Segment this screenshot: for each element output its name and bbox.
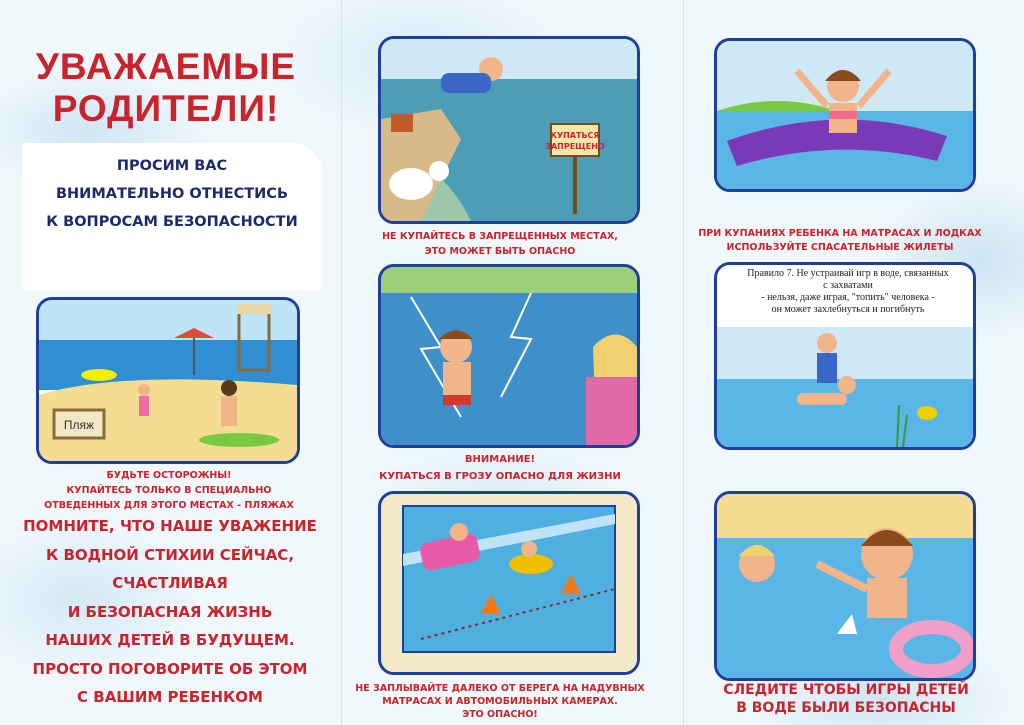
life-vest-illustration — [714, 38, 976, 192]
storm-caption — [360, 451, 640, 485]
title-line-1: УВАЖАЕМЫЕ — [35, 46, 297, 87]
caption-line: ЭТО ОПАСНО! — [462, 709, 538, 720]
safe-games-illustration — [714, 491, 976, 681]
remember-line: ПРОСТО ПОГОВОРИТЕ ОБ ЭТОМ — [32, 659, 308, 678]
far-caption — [340, 682, 660, 721]
storm-illustration — [378, 264, 640, 448]
subtitle-line: ВНИМАТЕЛЬНО ОТНЕСТИСЬ — [56, 186, 288, 202]
rule-7-text — [726, 268, 970, 316]
caption-line: КУПАТЬСЯ В ГРОЗУ ОПАСНО ДЛЯ ЖИЗНИ — [379, 471, 621, 482]
beach-caption — [40, 468, 298, 513]
page-title — [22, 46, 310, 130]
vests-caption — [690, 227, 990, 255]
rule-line: он может захлебнуться и погибнуть — [771, 304, 925, 315]
subtitle-line: К ВОПРОСАМ БЕЗОПАСНОСТИ — [46, 214, 298, 230]
caption-line: ОТВЕДЕННЫХ ДЛЯ ЭТОГО МЕСТАХ - ПЛЯЖАХ — [44, 500, 294, 511]
rule-line: с захватами — [823, 280, 873, 291]
subtitle — [22, 152, 322, 236]
no-swim-sign-line: КУПАТЬСЯ — [550, 131, 600, 140]
watch-line: В ВОДЕ БЫЛИ БЕЗОПАСНЫ — [736, 700, 956, 716]
title-line-2: РОДИТЕЛИ! — [52, 88, 280, 129]
caption-line: ИСПОЛЬЗУЙТЕ СПАСАТЕЛЬНЫЕ ЖИЛЕТЫ — [726, 242, 954, 253]
forbidden-caption — [360, 229, 640, 259]
remember-line: С ВАШИМ РЕБЕНКОМ — [77, 688, 263, 706]
remember-line: СЧАСТЛИВАЯ — [112, 574, 228, 592]
subtitle-line: ПРОСИМ ВАС — [116, 158, 228, 174]
caption-line: НЕ КУПАЙТЕСЬ В ЗАПРЕЩЕННЫХ МЕСТАХ, — [382, 231, 618, 242]
caption-line: ЭТО МОЖЕТ БЫТЬ ОПАСНО — [424, 246, 576, 257]
remember-line: К ВОДНОЙ СТИХИИ СЕЙЧАС, — [45, 545, 295, 564]
beach-sign-text: Пляж — [63, 418, 95, 432]
remember-line: И БЕЗОПАСНАЯ ЖИЗНЬ — [67, 602, 273, 621]
fold-line-right — [683, 0, 684, 725]
watch-message — [706, 681, 986, 717]
remember-message — [10, 512, 330, 712]
caption-line: БУДЬТЕ ОСТОРОЖНЫ! — [106, 470, 232, 481]
caption-line: КУПАЙТЕСЬ ТОЛЬКО В СПЕЦИАЛЬНО — [66, 485, 272, 496]
no-swim-sign-line: ЗАПРЕЩЕНО — [545, 142, 605, 151]
watch-line: СЛЕДИТЕ ЧТОБЫ ИГРЫ ДЕТЕЙ — [723, 682, 969, 698]
forbidden-place-illustration — [378, 36, 640, 224]
rule-line: - нельзя, даже играя, "топить" человека - — [761, 292, 935, 303]
far-from-shore-illustration — [378, 491, 640, 675]
caption-line: НЕ ЗАПЛЫВАЙТЕ ДАЛЕКО ОТ БЕРЕГА НА НАДУВНЫХ — [355, 683, 645, 694]
beach-illustration — [36, 297, 300, 464]
remember-line: НАШИХ ДЕТЕЙ В БУДУЩЕМ. — [45, 631, 295, 649]
caption-line: МАТРАСАХ И АВТОМОБИЛЬНЫХ КАМЕРАХ. — [382, 696, 618, 707]
rule-line: Правило 7. Не устраивай игр в воде, связанных — [747, 268, 949, 279]
remember-line: ПОМНИТЕ, ЧТО НАШЕ УВАЖЕНИЕ — [23, 517, 317, 535]
caption-line: ПРИ КУПАНИЯХ РЕБЕНКА НА МАТРАСАХ И ЛОДКАХ — [698, 228, 982, 239]
fold-line-left — [341, 0, 342, 725]
caption-line: ВНИМАНИЕ! — [464, 454, 536, 465]
